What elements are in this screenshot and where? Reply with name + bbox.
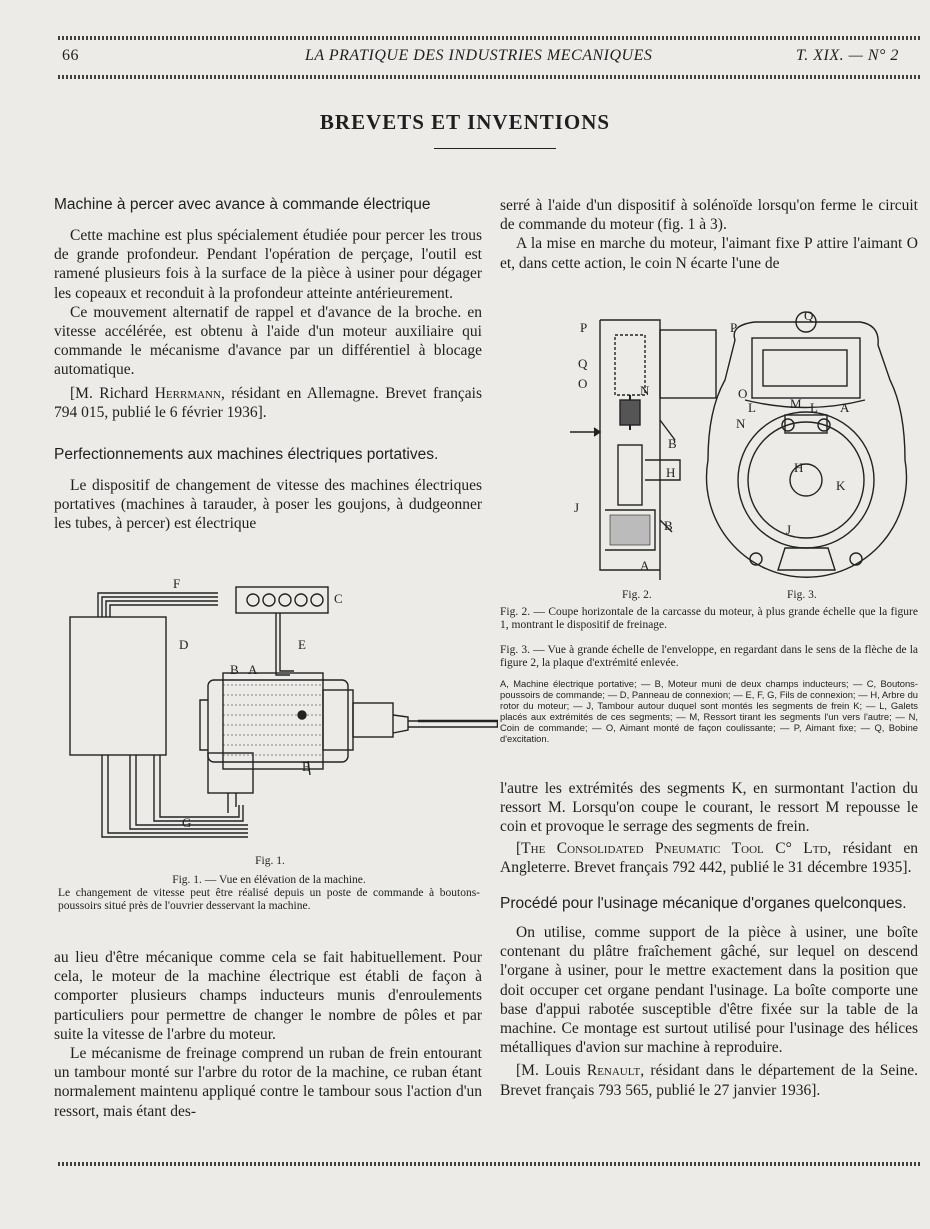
fig2-letter-b1: B: [668, 436, 677, 451]
article3-p1: On utilise, comme support de la pièce à usiner, une boîte contenant du plâtre fraîchement gâché, sur lequel on descend l'organe à usiner, pour le mettre exactement dans la position que doit occuper cet organe pendant l'usinage. La boîte comporte une base d'appui rabotée susceptible d'être fixée sur la table de la machine. Ce montage est surtout utilisé pour l'usinage des hélices métalliques d'avion sur machine à reproduire.: [500, 924, 918, 1057]
article2-p6: l'autre les extrémités des segments K, en surmontant l'action du ressort M. Lorsqu'on coupe le courant, le ressort M repousse le coin et provoque le serrage des segments de frein.: [500, 780, 918, 836]
fig1-letter-a: A: [248, 662, 258, 677]
head-dotted-rule: [58, 75, 920, 79]
fig2-letter-q: Q: [578, 356, 588, 371]
volume-number: T. XIX. — N° 2: [796, 47, 899, 64]
section-title: BREVETS ET INVENTIONS: [319, 110, 611, 134]
article2-p3: Le mécanisme de freinage comprend un ruban de frein entourant un tambour monté sur l'arbre du rotor de la machine, ce ruban étant normalement maintenu appliqué contre le tambour sous l'action d'un ressort, mais étant des-: [54, 1045, 482, 1120]
fig2-letter-b2: B: [664, 518, 673, 533]
article3-ref: [M. Louis Renault, résidant dans le département de la Seine. Brevet français 793 565, publié le 27 janvier 1936].: [500, 1062, 919, 1099]
article2-p4: serré à l'aide d'un dispositif à solénoïde lorsqu'on ferme le circuit de commande du moteur (fig. 1 à 3).: [500, 197, 918, 234]
article2-title: Perfectionnements aux machines électriques portatives.: [54, 446, 439, 464]
article2-ref: [The Consolidated Pneumatic Tool C° Ltd, résidant en Angleterre. Brevet français 792 442, publié le 31 décembre 1935].: [500, 839, 918, 876]
fig1-letter-c: C: [334, 591, 343, 606]
fig3-letter-p: P: [730, 320, 738, 335]
figure-2-3-drawing: [560, 300, 920, 580]
fig3-letter-q: Q: [804, 308, 814, 323]
article1-ref: [M. Richard Herrmann, résidant en Allemagne. Brevet français 794 015, publié le 6 février 1936].: [54, 384, 482, 421]
fig1-letter-b2: B: [302, 759, 311, 774]
bottom-dotted-rule: [58, 1162, 920, 1166]
fig2-letter-o: O: [578, 376, 588, 391]
fig3-letter-a: A: [840, 400, 850, 415]
article1-p1: Cette machine est plus spécialement étudiée pour percer les trous de grande profondeur. Pendant l'opération de perçage, l'outil est ramené plusieurs fois à la surface de la pièce à usiner pour dégager les copeaux et reconduit à la profondeur atteinte antérieurement.: [54, 227, 482, 302]
fig3-letter-l1: L: [748, 400, 756, 415]
article1-title: Machine à percer avec avance à commande électrique: [54, 196, 431, 213]
fig3-letter-n: N: [736, 416, 746, 431]
article1-p2: Ce mouvement alternatif de rappel et d'avance de la broche. en vitesse accélérée, est obtenu à l'aide d'un moteur auxiliaire qui commande le mécanisme d'avance par un différentiel à blocage automatique.: [54, 303, 482, 379]
left-column-bottom: [54, 948, 482, 1121]
fig1-letter-f: F: [173, 576, 181, 591]
fig1-letter-b1: B: [230, 662, 239, 677]
fig3-caption: Fig. 3. — Vue à grande échelle de l'enveloppe, en regardant dans le sens de la flèche de la figure 2, la plaque d'extrémité enlevée.: [500, 644, 918, 669]
title-underline: [434, 148, 556, 149]
journal-title: LA PRATIQUE DES INDUSTRIES MECANIQUES: [305, 47, 653, 64]
fig1-letter-d: D: [179, 637, 189, 652]
fig2-letter-h: H: [666, 465, 676, 480]
article3-title: Procédé pour l'usinage mécanique d'organes quelconques.: [500, 895, 907, 913]
fig2-letter-n: N: [640, 383, 650, 398]
figure-legend: A, Machine électrique portative; — B, Moteur muni de deux champs inducteurs; — C, Boutons-poussoirs de commande; — D, Panneau de connexion; — E, F, G, Fils de connexion; — H, Arbre du rotor du moteur; — J, Tambour autour duquel sont montés les segments de frein K; — L, Galets placés aux extrémités de ces segments; — M, Ressort tirant les segments l'un vers l'autre; — N, Coin de commande; — O, Aimant monté de façon coulissante; — P, Aimant fixe; — Q, Bobine d'excitation.: [500, 678, 918, 744]
fig3-letter-h: H: [794, 460, 804, 475]
article2-p2: au lieu d'être mécanique comme cela se fait habituellement. Pour cela, le moteur de la machine électrique est établi de façon à comporter plusieurs champs inducteurs munis d'enroulements particuliers pour permettre de changer le nombre de pôles et par suite la vitesse de l'arbre du moteur.: [54, 949, 482, 1043]
article2-p1: Le dispositif de changement de vitesse des machines électriques portatives (machines à tarauder, à poser les goujons, à dudgeonner les tubes, à percer) est électrique: [54, 477, 482, 533]
fig1-label: Fig. 1.: [255, 855, 285, 867]
fig2-label: Fig. 2.: [622, 589, 652, 601]
fig3-letter-m: M: [790, 396, 802, 411]
article2-p5: A la mise en marche du moteur, l'aimant fixe P attire l'aimant O et, dans cette action, le coin N écarte l'une de: [500, 235, 918, 272]
fig3-letter-j: J: [786, 522, 792, 537]
top-dotted-rule: [58, 36, 920, 40]
fig2-letter-j: J: [574, 500, 580, 515]
left-column-top: [54, 196, 482, 534]
fig1-letter-g: G: [182, 815, 192, 830]
fig3-letter-o: O: [738, 386, 748, 401]
fig2-letter-p: P: [580, 320, 588, 335]
page-number: 66: [62, 47, 79, 64]
connection-panel: [70, 617, 166, 755]
fig2-letter-a: A: [640, 558, 650, 573]
fig3-letter-l2: L: [810, 400, 818, 415]
fig1-letter-e: E: [298, 637, 306, 652]
right-column-top: [500, 196, 918, 273]
fig1-caption: Fig. 1. — Vue en élévation de la machine. Le changement de vitesse peut être réalisé depuis un poste de commande à boutons-poussoirs situé près de l'ouvrier desservant la machine.: [58, 874, 480, 912]
fig3-label: Fig. 3.: [787, 589, 817, 601]
fig2-caption: Fig. 2. — Coupe horizontale de la carcasse du moteur, à plus grande échelle que la figure 1, montrant le dispositif de freinage.: [500, 606, 918, 631]
fig3-letter-k: K: [836, 478, 846, 493]
right-column-bottom: [500, 779, 918, 1100]
figure-1-drawing: [58, 575, 498, 855]
